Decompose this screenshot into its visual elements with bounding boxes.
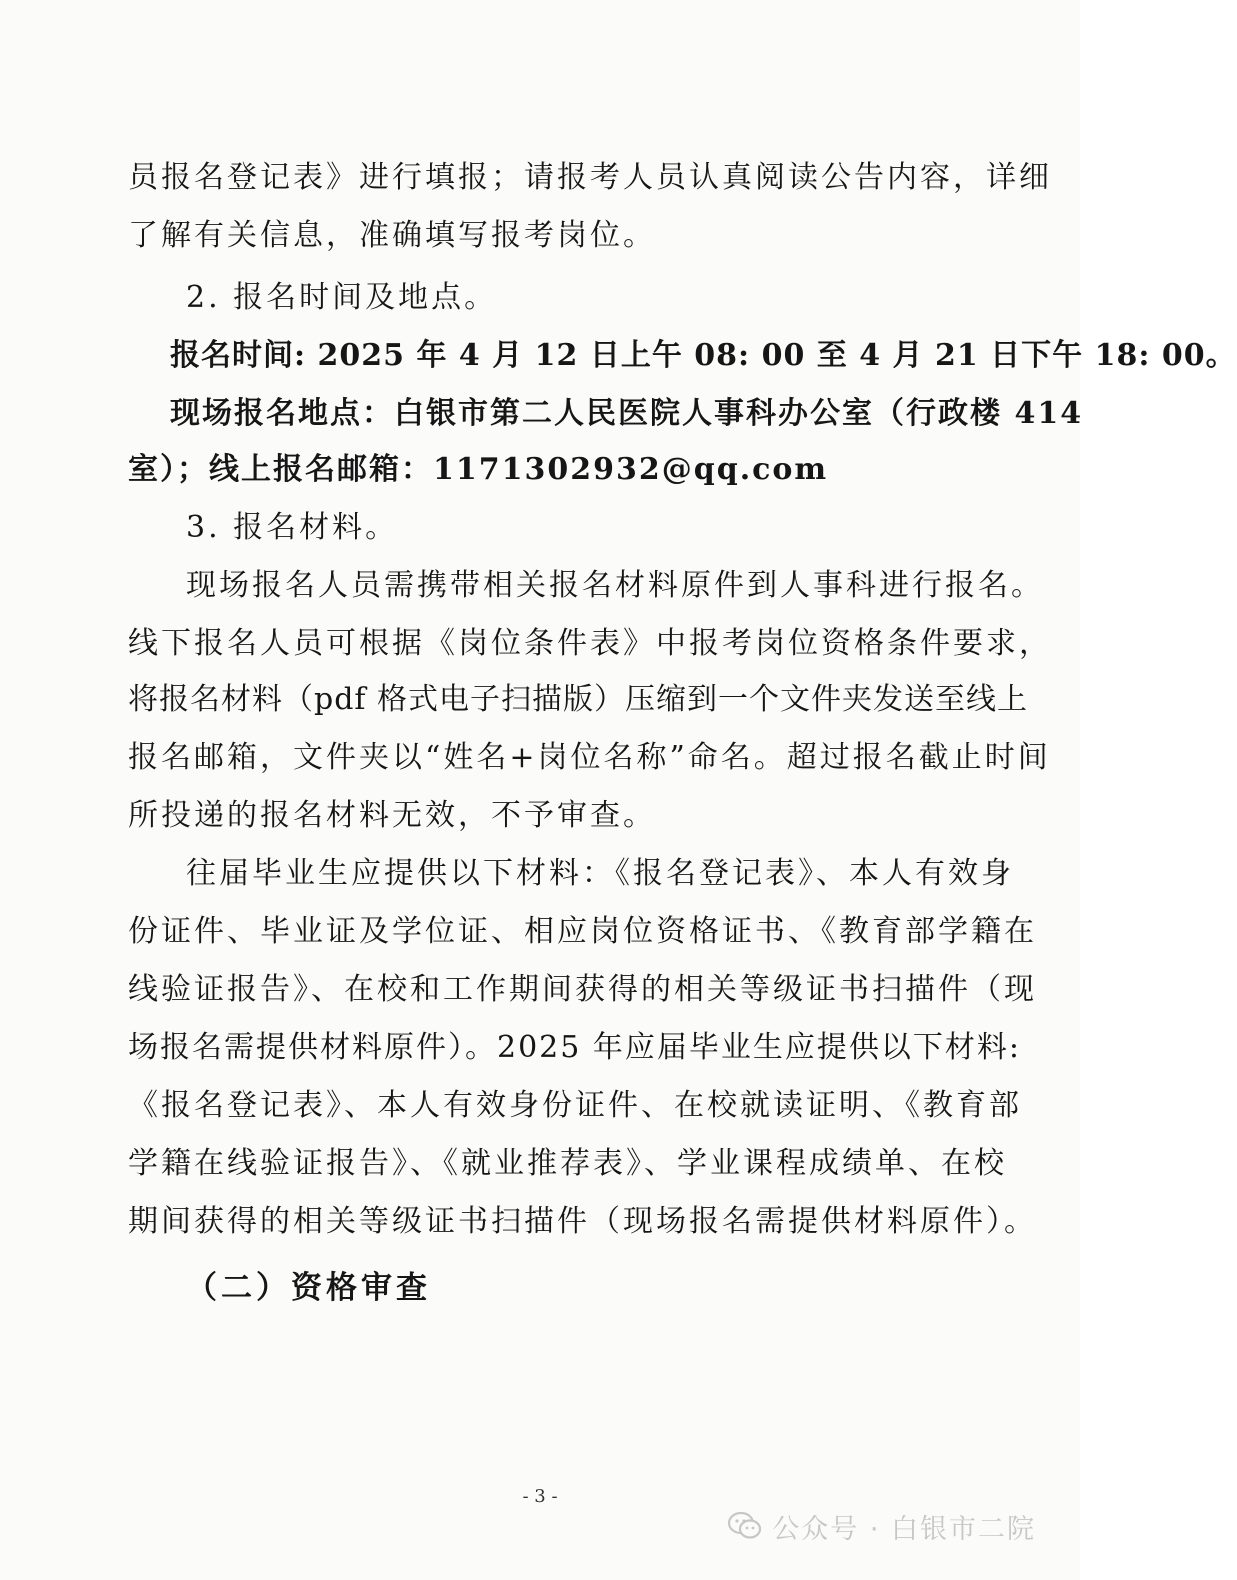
text-line: 份证件、毕业证及学位证、相应岗位资格证书、《教育部学籍在 bbox=[128, 914, 1037, 949]
wechat-icon bbox=[728, 1511, 762, 1541]
text-line: 员报名登记表》进行填报；请报考人员认真阅读公告内容，详细 bbox=[128, 160, 1052, 195]
text-line: 期间获得的相关等级证书扫描件（现场报名需提供材料原件）。 bbox=[128, 1204, 1037, 1239]
text-line: 现场报名人员需携带相关报名材料原件到人事科进行报名。 bbox=[186, 568, 1044, 603]
section-heading: （二）资格审查 bbox=[186, 1270, 431, 1306]
text-line: 往届毕业生应提供以下材料：《报名登记表》、本人有效身 bbox=[186, 856, 1014, 891]
text-line: 了解有关信息，准确填写报考岗位。 bbox=[128, 218, 656, 253]
text-line: 现场报名地点：白银市第二人民医院人事科办公室（行政楼 414 bbox=[170, 396, 1084, 431]
page-number: - 3 - bbox=[522, 1486, 558, 1507]
text-line: 2. 报名时间及地点。 bbox=[186, 280, 498, 315]
text-line: 3. 报名材料。 bbox=[186, 510, 399, 545]
text-line: 场报名需提供材料原件）。2025 年应届毕业生应提供以下材料: bbox=[128, 1030, 1021, 1065]
text-line: 报名邮箱，文件夹以“姓名+岗位名称”命名。超过报名截止时间 bbox=[128, 740, 1051, 775]
text-line: 学籍在线验证报告》、《就业推荐表》、学业课程成绩单、在校 bbox=[128, 1146, 1007, 1181]
text-line: 线验证报告》、在校和工作期间获得的相关等级证书扫描件（现 bbox=[128, 972, 1037, 1007]
text-line: 线下报名人员可根据《岗位条件表》中报考岗位资格条件要求， bbox=[128, 626, 1052, 661]
text-line: 所投递的报名材料无效，不予审查。 bbox=[128, 798, 656, 833]
text-line: 将报名材料（pdf 格式电子扫描版）压缩到一个文件夹发送至线上 bbox=[128, 682, 1029, 717]
text-line: 《报名登记表》、本人有效身份证件、在校就读证明、《教育部 bbox=[128, 1088, 1022, 1123]
text-line: 室）；线上报名邮箱：1171302932@qq.com bbox=[128, 452, 829, 487]
watermark-text: 公众号 · 白银市二院 bbox=[772, 1513, 1036, 1545]
text-line: 报名时间: 2025 年 4 月 12 日上午 08: 00 至 4 月 21 日下午 18: 00。 bbox=[170, 338, 1237, 373]
watermark bbox=[728, 1504, 1036, 1548]
